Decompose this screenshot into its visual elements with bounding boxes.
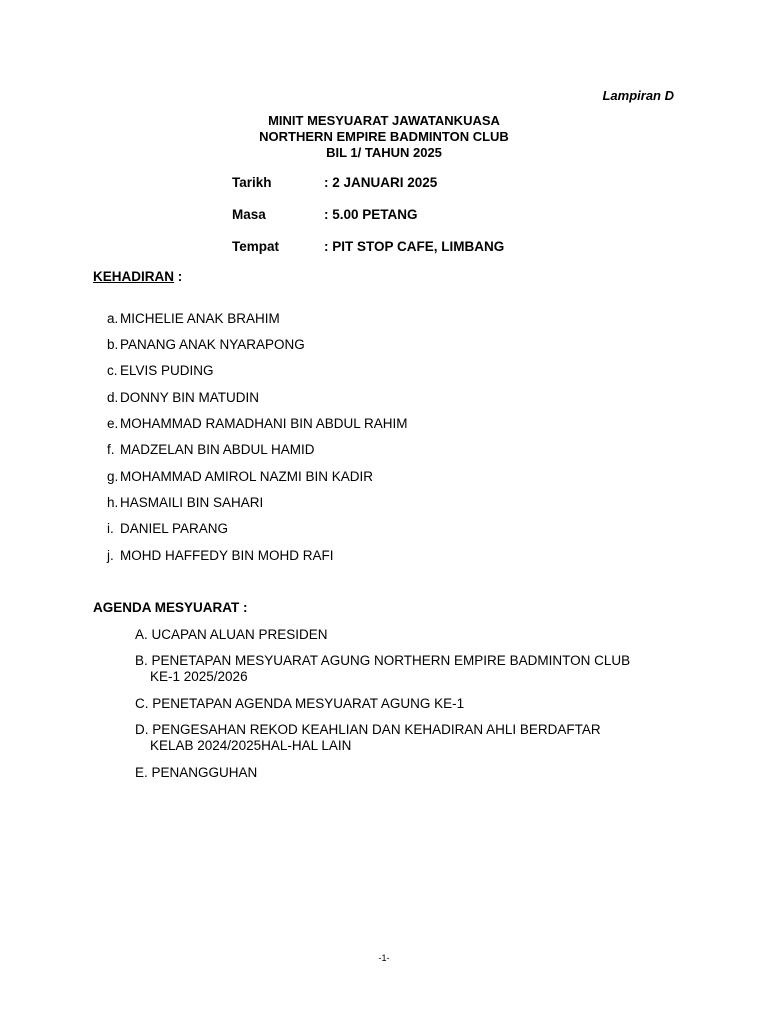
meta-place-row <box>232 239 504 254</box>
list-item-name: PANANG ANAK NYARAPONG <box>120 337 305 352</box>
agenda-item <box>135 722 675 754</box>
list-item-name: MICHELIE ANAK BRAHIM <box>120 311 280 326</box>
attendance-heading-label: KEHADIRAN <box>93 269 174 284</box>
agenda-item-line1: A. UCAPAN ALUAN PRESIDEN <box>135 627 328 642</box>
list-item-letter: d. <box>107 390 119 405</box>
list-item <box>107 442 315 457</box>
time-value: : 5.00 PETANG <box>324 207 418 222</box>
annex-label: Lampiran D <box>602 88 674 103</box>
page-number: -1- <box>378 953 390 963</box>
list-item-letter: h. <box>107 495 119 510</box>
list-item-letter: i. <box>107 521 114 536</box>
place-value: : PIT STOP CAFE, LIMBANG <box>324 239 505 254</box>
place-label: Tempat <box>232 239 280 254</box>
agenda-item-line2: KE-1 2025/2026 <box>150 669 248 684</box>
list-item-name: ELVIS PUDING <box>120 363 214 378</box>
meta-time-row <box>232 207 418 222</box>
date-value: : 2 JANUARI 2025 <box>324 175 438 190</box>
list-item-name: MOHAMMAD RAMADHANI BIN ABDUL RAHIM <box>120 416 408 431</box>
list-item-name: DONNY BIN MATUDIN <box>120 390 260 405</box>
agenda-heading: AGENDA MESYUARAT : <box>93 600 248 615</box>
list-item-letter: a. <box>107 311 119 326</box>
list-item <box>107 363 214 378</box>
meta-date-row <box>232 175 437 190</box>
agenda-item <box>135 765 675 781</box>
list-item <box>107 390 259 405</box>
document-title <box>0 113 768 161</box>
list-item <box>107 337 305 352</box>
list-item-letter: c. <box>107 363 118 378</box>
agenda-item <box>135 627 675 643</box>
list-item-letter: j. <box>107 548 114 563</box>
list-item-letter: b. <box>107 337 119 352</box>
attendance-heading <box>93 269 182 284</box>
list-item-name: MOHAMMAD AMIROL NAZMI BIN KADIR <box>120 469 374 484</box>
list-item <box>107 416 408 431</box>
agenda-item-line1: B. PENETAPAN MESYUARAT AGUNG NORTHERN EMPIRE BADMINTON CLUB <box>135 653 631 668</box>
agenda-item-line2: KELAB 2024/2025HAL-HAL LAIN <box>150 738 352 753</box>
time-label: Masa <box>232 207 266 222</box>
list-item-letter: e. <box>107 416 119 431</box>
list-item-letter: f. <box>107 442 115 457</box>
list-item <box>107 495 263 510</box>
list-item-letter: g. <box>107 469 119 484</box>
list-item-name: MADZELAN BIN ABDUL HAMID <box>120 442 315 457</box>
date-label: Tarikh <box>232 175 272 190</box>
agenda-item-line1: D. PENGESAHAN REKOD KEAHLIAN DAN KEHADIRAN AHLI BERDAFTAR <box>135 722 601 737</box>
agenda-item-line1: E. PENANGGUHAN <box>135 765 258 780</box>
agenda-item-line1: C. PENETAPAN AGENDA MESYUARAT AGUNG KE-1 <box>135 696 465 711</box>
title-line-1: MINIT MESYUARAT JAWATANKUASA <box>268 113 500 128</box>
list-item <box>107 469 373 484</box>
list-item-name: HASMAILI BIN SAHARI <box>120 495 264 510</box>
list-item <box>107 311 280 326</box>
title-line-3: BIL 1/ TAHUN 2025 <box>326 145 442 160</box>
list-item <box>107 521 228 536</box>
agenda-item <box>135 696 675 712</box>
list-item <box>107 548 334 563</box>
attendance-heading-colon: : <box>174 269 183 284</box>
agenda-item <box>135 653 675 685</box>
list-item-name: DANIEL PARANG <box>120 521 229 536</box>
list-item-name: MOHD HAFFEDY BIN MOHD RAFI <box>120 548 334 563</box>
title-line-2: NORTHERN EMPIRE BADMINTON CLUB <box>259 129 509 144</box>
